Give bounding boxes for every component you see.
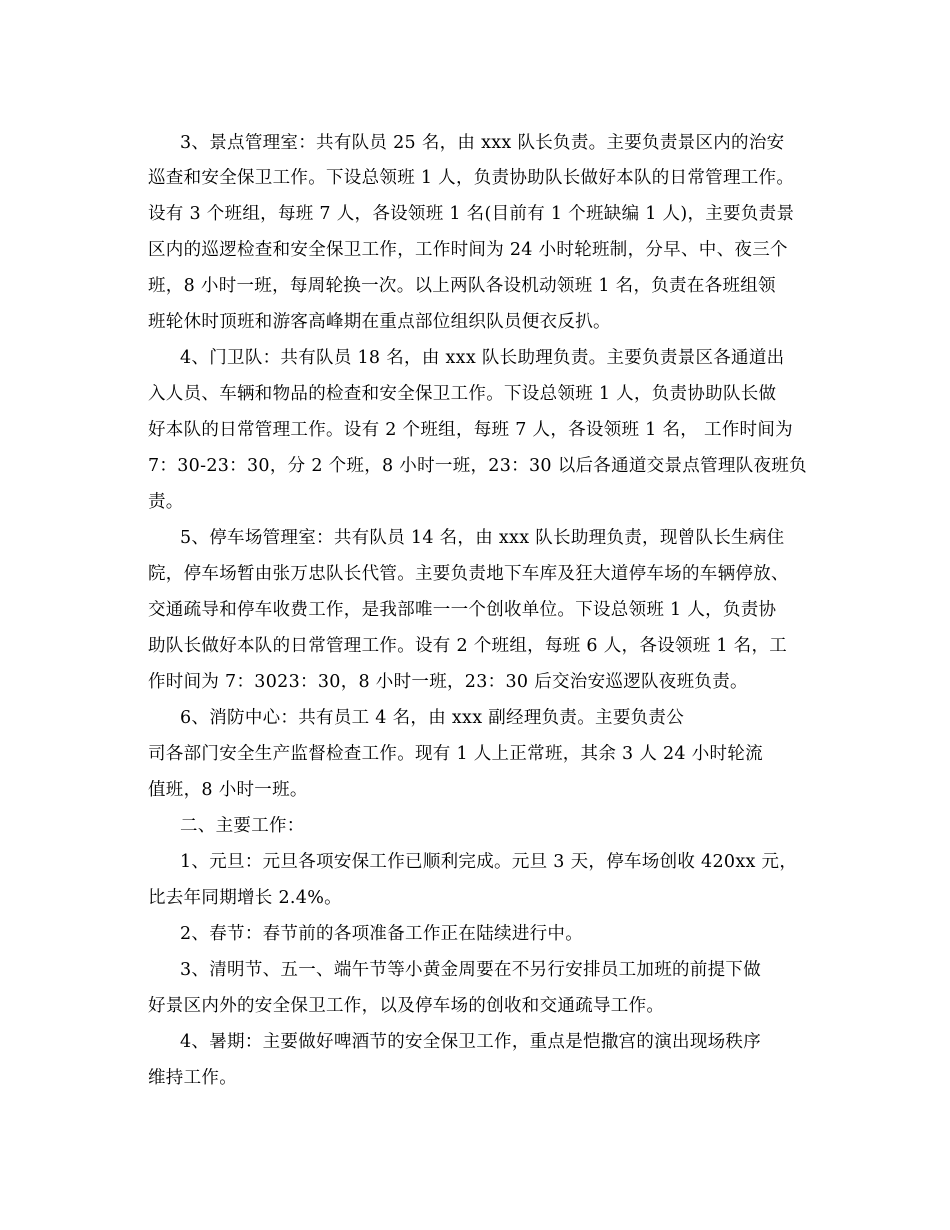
paragraph-line: 6、消防中心：共有员工 4 名，由 xxx 副经理负责。主要负责公 — [180, 708, 685, 728]
paragraph-line: 交通疏导和停车收费工作，是我部唯一一个创收单位。下设总领班 1 人，负责协 — [148, 600, 777, 620]
paragraph-line: 值班，8 小时一班。 — [148, 780, 308, 800]
paragraph-line: 区内的巡逻检查和安全保卫工作，工作时间为 24 小时轮班制，分早、中、夜三个 — [148, 240, 788, 260]
section-heading: 二、主要工作： — [180, 816, 305, 836]
paragraph-line: 4、暑期：主要做好啤酒节的安全保卫工作，重点是恺撒宫的演出现场秩序 — [180, 1032, 762, 1052]
paragraph-line: 维持工作。 — [148, 1068, 237, 1088]
paragraph-line: 好景区内外的安全保卫工作，以及停车场的创收和交通疏导工作。 — [148, 996, 665, 1016]
paragraph-line: 1、元旦：元旦各项安保工作已顺利完成。元旦 3 天，停车场创收 420xx 元， — [180, 852, 798, 872]
paragraph-line: 入人员、车辆和物品的检查和安全保卫工作。下设总领班 1 人，负责协助队长做 — [148, 384, 777, 404]
paragraph-line: 3、清明节、五一、端午节等小黄金周要在不另行安排员工加班的前提下做 — [180, 960, 762, 980]
paragraph-line: 4、门卫队：共有队员 18 名，由 xxx 队长助理负责。主要负责景区各通道出 — [180, 348, 785, 368]
paragraph-line: 巡查和安全保卫工作。下设总领班 1 人，负责协助队长做好本队的日常管理工作。 — [148, 168, 795, 188]
paragraph-line: 班，8 小时一班，每周轮换一次。以上两队各设机动领班 1 名，负责在各班组领 — [148, 276, 776, 296]
paragraph-line: 班轮休时顶班和游客高峰期在重点部位组织队员便衣反扒。 — [148, 312, 611, 332]
paragraph-line: 7：30-23：30，分 2 个班，8 小时一班，23：30 以后各通道交景点管理队夜班负 — [148, 456, 807, 476]
paragraph-line: 2、春节：春节前的各项准备工作正在陆续进行中。 — [180, 924, 584, 944]
paragraph-line: 责。 — [148, 492, 184, 512]
paragraph-line: 助队长做好本队的日常管理工作。设有 2 个班组，每班 6 人，各设领班 1 名，工 — [148, 636, 788, 656]
paragraph-line: 院，停车场暂由张万忠队长代管。主要负责地下车库及狂大道停车场的车辆停放、 — [148, 564, 789, 584]
paragraph-line: 3、景点管理室：共有队员 25 名，由 xxx 队长负责。主要负责景区内的治安 — [180, 133, 785, 153]
paragraph-line: 设有 3 个班组，每班 7 人，各设领班 1 名(目前有 1 个班缺编 1 人)，主要负责景 — [148, 204, 795, 224]
paragraph-line: 5、停车场管理室：共有队员 14 名，由 xxx 队长助理负责，现曾队长生病住 — [180, 528, 785, 548]
paragraph-line: 比去年同期增长 2.4%。 — [148, 888, 342, 908]
paragraph-line: 作时间为 7：3023：30，8 小时一班，23：30 后交治安巡逻队夜班负责。 — [148, 672, 748, 692]
paragraph-line: 好本队的日常管理工作。设有 2 个班组，每班 7 人，各设领班 1 名， 工作时间为 — [148, 420, 793, 440]
paragraph-line: 司各部门安全生产监督检查工作。现有 1 人上正常班，其余 3 人 24 小时轮流 — [148, 744, 763, 764]
